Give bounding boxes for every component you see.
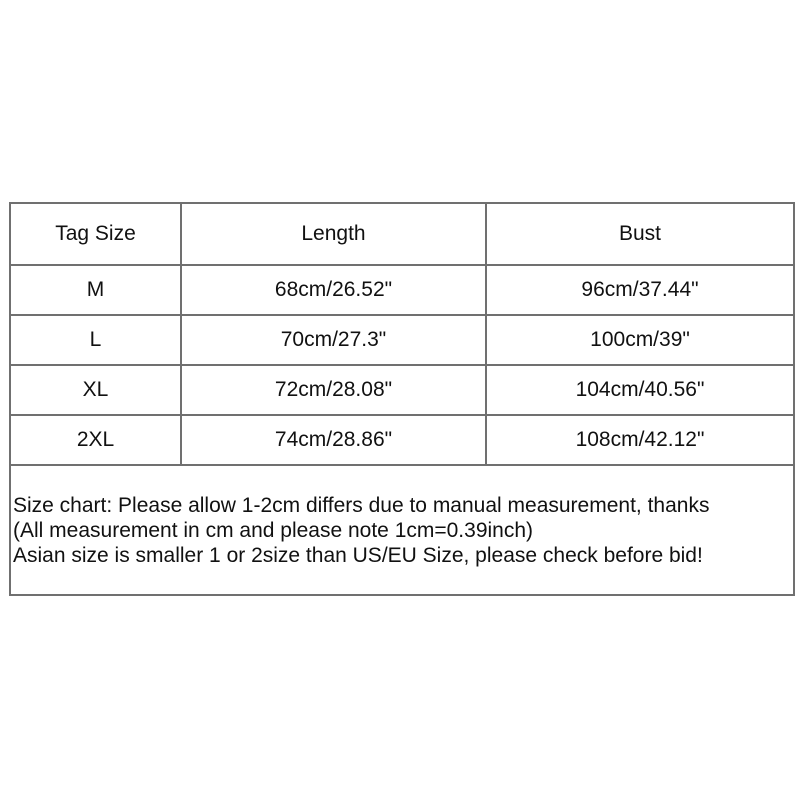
bust-cell: 96cm/37.44" — [486, 265, 793, 315]
size-chart — [9, 202, 795, 596]
size-table — [11, 204, 793, 466]
table-row — [11, 315, 793, 365]
note-line: Asian size is smaller 1 or 2size than US/EU Size, please check before bid! — [13, 544, 703, 567]
tag-size-cell: XL — [11, 365, 181, 415]
table-row — [11, 365, 793, 415]
length-cell: 68cm/26.52" — [181, 265, 486, 315]
table-header-row — [11, 204, 793, 265]
table-row — [11, 265, 793, 315]
length-cell: 70cm/27.3" — [181, 315, 486, 365]
note-line: (All measurement in cm and please note 1cm=0.39inch) — [13, 519, 534, 542]
tag-size-cell: L — [11, 315, 181, 365]
bust-cell: 104cm/40.56" — [486, 365, 793, 415]
tag-size-cell: 2XL — [11, 415, 181, 465]
column-header-bust: Bust — [486, 204, 793, 265]
column-header-length: Length — [181, 204, 486, 265]
note-line: Size chart: Please allow 1-2cm differs due to manual measurement, thanks — [13, 494, 710, 517]
tag-size-cell: M — [11, 265, 181, 315]
bust-cell: 108cm/42.12" — [486, 415, 793, 465]
table-row — [11, 415, 793, 465]
length-cell: 72cm/28.08" — [181, 365, 486, 415]
column-header-tag-size: Tag Size — [11, 204, 181, 265]
bust-cell: 100cm/39" — [486, 315, 793, 365]
size-notes — [11, 466, 793, 568]
length-cell: 74cm/28.86" — [181, 415, 486, 465]
